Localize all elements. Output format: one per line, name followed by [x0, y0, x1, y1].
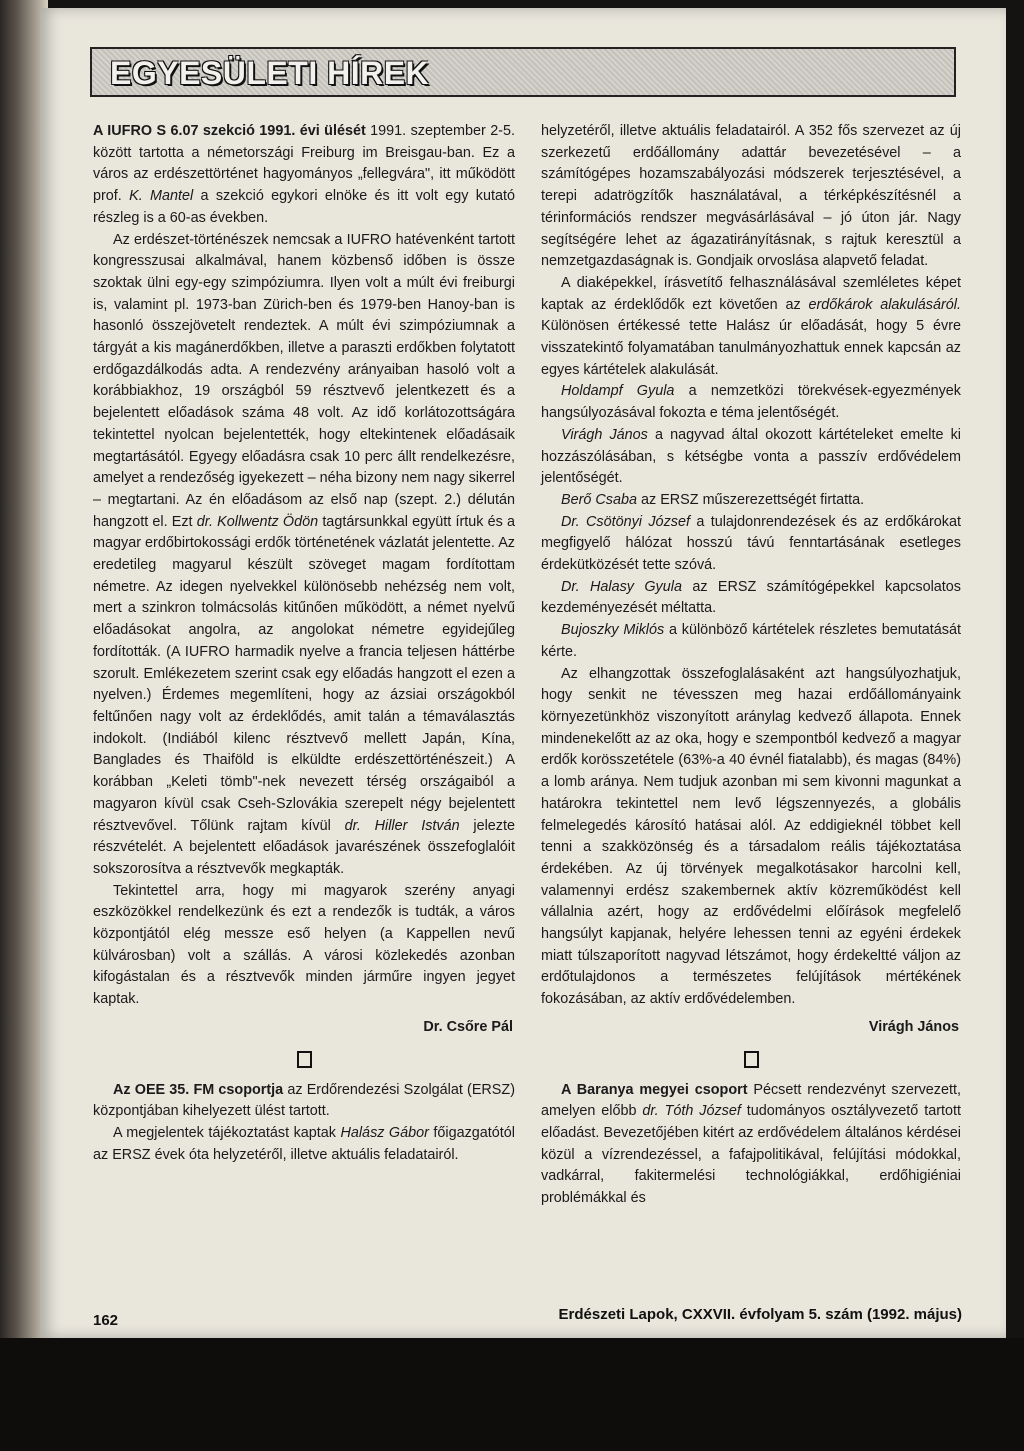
article-oee-heading: Az OEE 35. FM csoportja — [113, 1081, 284, 1098]
signature-csore: Dr. Csőre Pál — [423, 1018, 513, 1035]
scan-background — [0, 1338, 1024, 1451]
article-iufro-p1: A IUFRO S 6.07 szekció 1991. évi ülését 1991. szeptember 2-5. között tartotta a németországi Freiburg im Breisgau-ban. Ez a város az erdészettörténet hagyományos „fellegvára", itt működött prof. K. Mantel a szekció egykori elnöke és itt volt egy kutató részleg is a 60-as években. — [93, 123, 515, 226]
article-oee-p10: Bujoszky Miklós a különböző kártételek részletes bemutatását kérte. — [541, 622, 961, 660]
person-name: Dr. Halasy Gyula — [561, 578, 682, 595]
separator-box-icon — [744, 1051, 759, 1068]
topic-emphasis: erdőkárok alakulásáról. — [808, 296, 961, 313]
page-number: 162 — [93, 1312, 119, 1329]
article-oee-p1: Az OEE 35. FM csoportja az Erdőrendezési Szolgálat (ERSZ) központjában kihelyezett ülést tartott. — [93, 1081, 515, 1120]
person-name: Holdampf Gyula — [561, 383, 675, 400]
person-name: Dr. Csötönyi József — [561, 513, 690, 530]
article-baranya-heading: A Baranya megyei csoport — [561, 1081, 748, 1098]
signature-viragh: Virágh János — [868, 1018, 959, 1035]
section-title: EGYESÜLETI HÍREK — [110, 55, 430, 91]
article-iufro-p3: Tekintettel arra, hogy mi magyarok szerény anyagi eszközökkel rendelkezünk és ezt a rendezők is tudták, a város központjától elég messze eső helyen (a Kappellen nevű külvárosban) volt a szállás. A városi közlekedés azonban kifogástalan és a résztvevők minden járműre ingyen jegyet kaptak. — [93, 882, 515, 1008]
person-name: dr. Hiller István — [344, 817, 460, 834]
article-oee-p3: helyzetéről, illetve aktuális feladatairól. A 352 fős szervezet az új szerkezetű erdőállomány adattár bevezetésével – a számítógépes hozamszabályozási módszerek terjesztésével, a terepi adatrögzítők használatával, a térképkészítésnél a térinformációs rendszer megvásárlásával – jó úton jár. Nagy segítségére lehet az ágazatirányításnak, s rajtuk keresztül a nemzetgazdaságnak is. Gondjaik orvoslása alapvető feladat. — [541, 123, 961, 270]
article-oee-p6: Virágh János a nagyvad által okozott kártételeket emelte ki hozzászólásában, s kétségbe vonta a passzív erdővédelem jelentőségét. — [541, 426, 961, 487]
article-iufro-p2: Az erdészet-történészek nemcsak a IUFRO hatévenként tartott kongresszusai alkalmával, hanem közbenső időben is össze szoktak ülni egy-egy szimpóziumra. Ilyen volt a múlt évi freiburgi is, valamint pl. 1973-ban Zürich-ben és 1979-ben Hanoy-ban is hasonló összejövetelt rendeztek. A múlt évi szimpóziumnak a tárgyát a kis magánerdőkben, illetve a paraszti erdőkben folytatott erdőgazdálkodás adta. A rendezvény arányaiban hasoló volt a korábbiakhoz, 19 országból 59 résztvevő jelentkezett és a bejelentett előadások száma 48 volt. Az idő korlátozottságára tekintettel nyolcan bejelentették, hogy eltekintenek előadásaik megtartásától. Egyegy előadásra csak 10 perc állt rendelkezésre, amelyet a rendezőség igyekezett – néha bizony nem nagy sikerrel – megtartani. Az én előadásom az első nap (szept. 2.) délután hangzott el. Ezt dr. Kollwentz Ödön tagtársunkkal együtt írtuk és a magyar erdőbirtokossági erdők történetének vázlatát jelentette. Az eredetileg magyarul készült szöveget magam fordítottam németre. Az idegen nyelvekkel különösebb nehézség nem volt, mert a szinkron tolmácsolás kitűnően működött, a német nyelvű előadásokat angolra, az angolokat németre egyidejűleg fordították. (A IUFRO harmadik nyelve a francia teljesen háttérbe szorult. Emlékezetem szerint csak egy előadás hangzott el ezen a nyelven.) Érdemes megemlíteni, hogy az ázsiai országokból feltűnően nagy volt az érdeklődés, amit talán a témaválasztás indokolt. (Indiából kilenc résztvevő mellett Japán, Kína, Banglades és Thaiföld is elküldte erdészettörténészeit.) A korábban „Keleti tömb"-nek nevezett térség országaiból a magyaron kívül csak Cseh-Szlovákia szerepelt négy bejelentett résztvevővel. Tőlünk rajtam kívül dr. Hiller István jelezte részvételét. A bejelentett előadások javarészének összefoglalóit sokszorosítva a résztvevők megkapták. — [93, 231, 515, 877]
article-oee-p7: Berő Csaba az ERSZ műszerezettségét firtatta. — [561, 491, 865, 508]
article-oee-p2: A megjelentek tájékoztatást kaptak Halász Gábor főigazgatótól az ERSZ évek óta helyzetéről, illetve aktuális feladatairól. — [93, 1124, 515, 1163]
article-oee-p8: Dr. Csötönyi József a tulajdonrendezések és az erdőkárokat megfigyelő hálózat hosszú távú fenntartásának esetleges érdekütközését tette szóvá. — [541, 513, 961, 574]
article-oee-p4: A diaképekkel, írásvetítő felhasználásával szemléletes képet kaptak az érdeklődők ezt követően az erdőkárok alakulásáról. Különösen értékessé tette Halász úr előadását, hogy 5 évre visszatekintő folyamatában tanulmányozhattuk ennek kapcsán az egyes kártételek alakulását. — [541, 274, 961, 378]
person-name: Berő Csaba — [561, 491, 637, 508]
person-name: dr. Tóth József — [642, 1103, 741, 1120]
article-oee-p5: Holdampf Gyula a nemzetközi törekvések-egyezmények hangsúlyozásával fokozta e téma jelentőségét. — [541, 383, 961, 422]
article-oee-p9: Dr. Halasy Gyula az ERSZ számítógépekkel kapcsolatos kezdeményezését méltatta. — [541, 578, 961, 617]
article-baranya-p1: A Baranya megyei csoport Pécsett rendezvényt szervezett, amelyen előbb dr. Tóth József tudományos osztályvezető tartott előadást. Bevezetőjében kitért az erdővédelem általános kérdései közül a vízrendezéssel, a fafajpolitikával, felújítási módokkal, vadkárral, fakitermelési technológiákkal, erdőhigiéniai problémákkal és — [541, 1081, 962, 1207]
person-name: Virágh János — [561, 426, 648, 443]
person-name: dr. Kollwentz Ödön — [196, 513, 319, 530]
article-iufro-heading: A IUFRO S 6.07 szekció 1991. évi ülését — [93, 123, 366, 139]
separator-box-icon — [297, 1051, 312, 1068]
person-name: K. Mantel — [129, 188, 194, 205]
person-name: Halász Gábor — [340, 1124, 429, 1141]
section-banner — [90, 47, 956, 97]
person-name: Bujoszky Miklós — [561, 622, 665, 639]
article-oee-p11: Az elhangzottak összefoglalásaként azt hangsúlyozhatjuk, hogy senkit ne tévesszen meg hazai erdőállományaink környezetünkhöz viszonyított aránylag kedvező állapota. Ennek mindenekelőtt az az oka, hogy e szempontból kedvező a magyar erdők korösszetétele (63%-a 40 évnél fiatalabb), és magas (84%) a lomb aránya. Nem tudjuk azonban mi sem kivonni magunkat a határokra tekintettel nem levő légszennyezés, a globális felmelegedés károsító hatásai alól. Az eddigieknél többet kell tenni a szakközönség és a társadalom reális tájékoztatása érdekében. Az új törvények megalkotásakor harcolni kell, valamennyi erdész szakembernek aktív közreműködést kell vállalnia azért, hogy az erdővédelmi előírások megfelelő hangsúlyt kapjanak, helyére lehessen tenni az egyéni érdekek miatt túlszaporított nagyvad létszámot, hogy érdekeltté váljon az erdőtulajdonos a természetes felújítások mértékének fokozásában, az aktív erdővédelemben. — [541, 665, 961, 1008]
left-column — [93, 121, 515, 1166]
right-column — [541, 121, 961, 1210]
journal-footer: Erdészeti Lapok, CXXVII. évfolyam 5. szám (1992. május) — [558, 1306, 962, 1323]
